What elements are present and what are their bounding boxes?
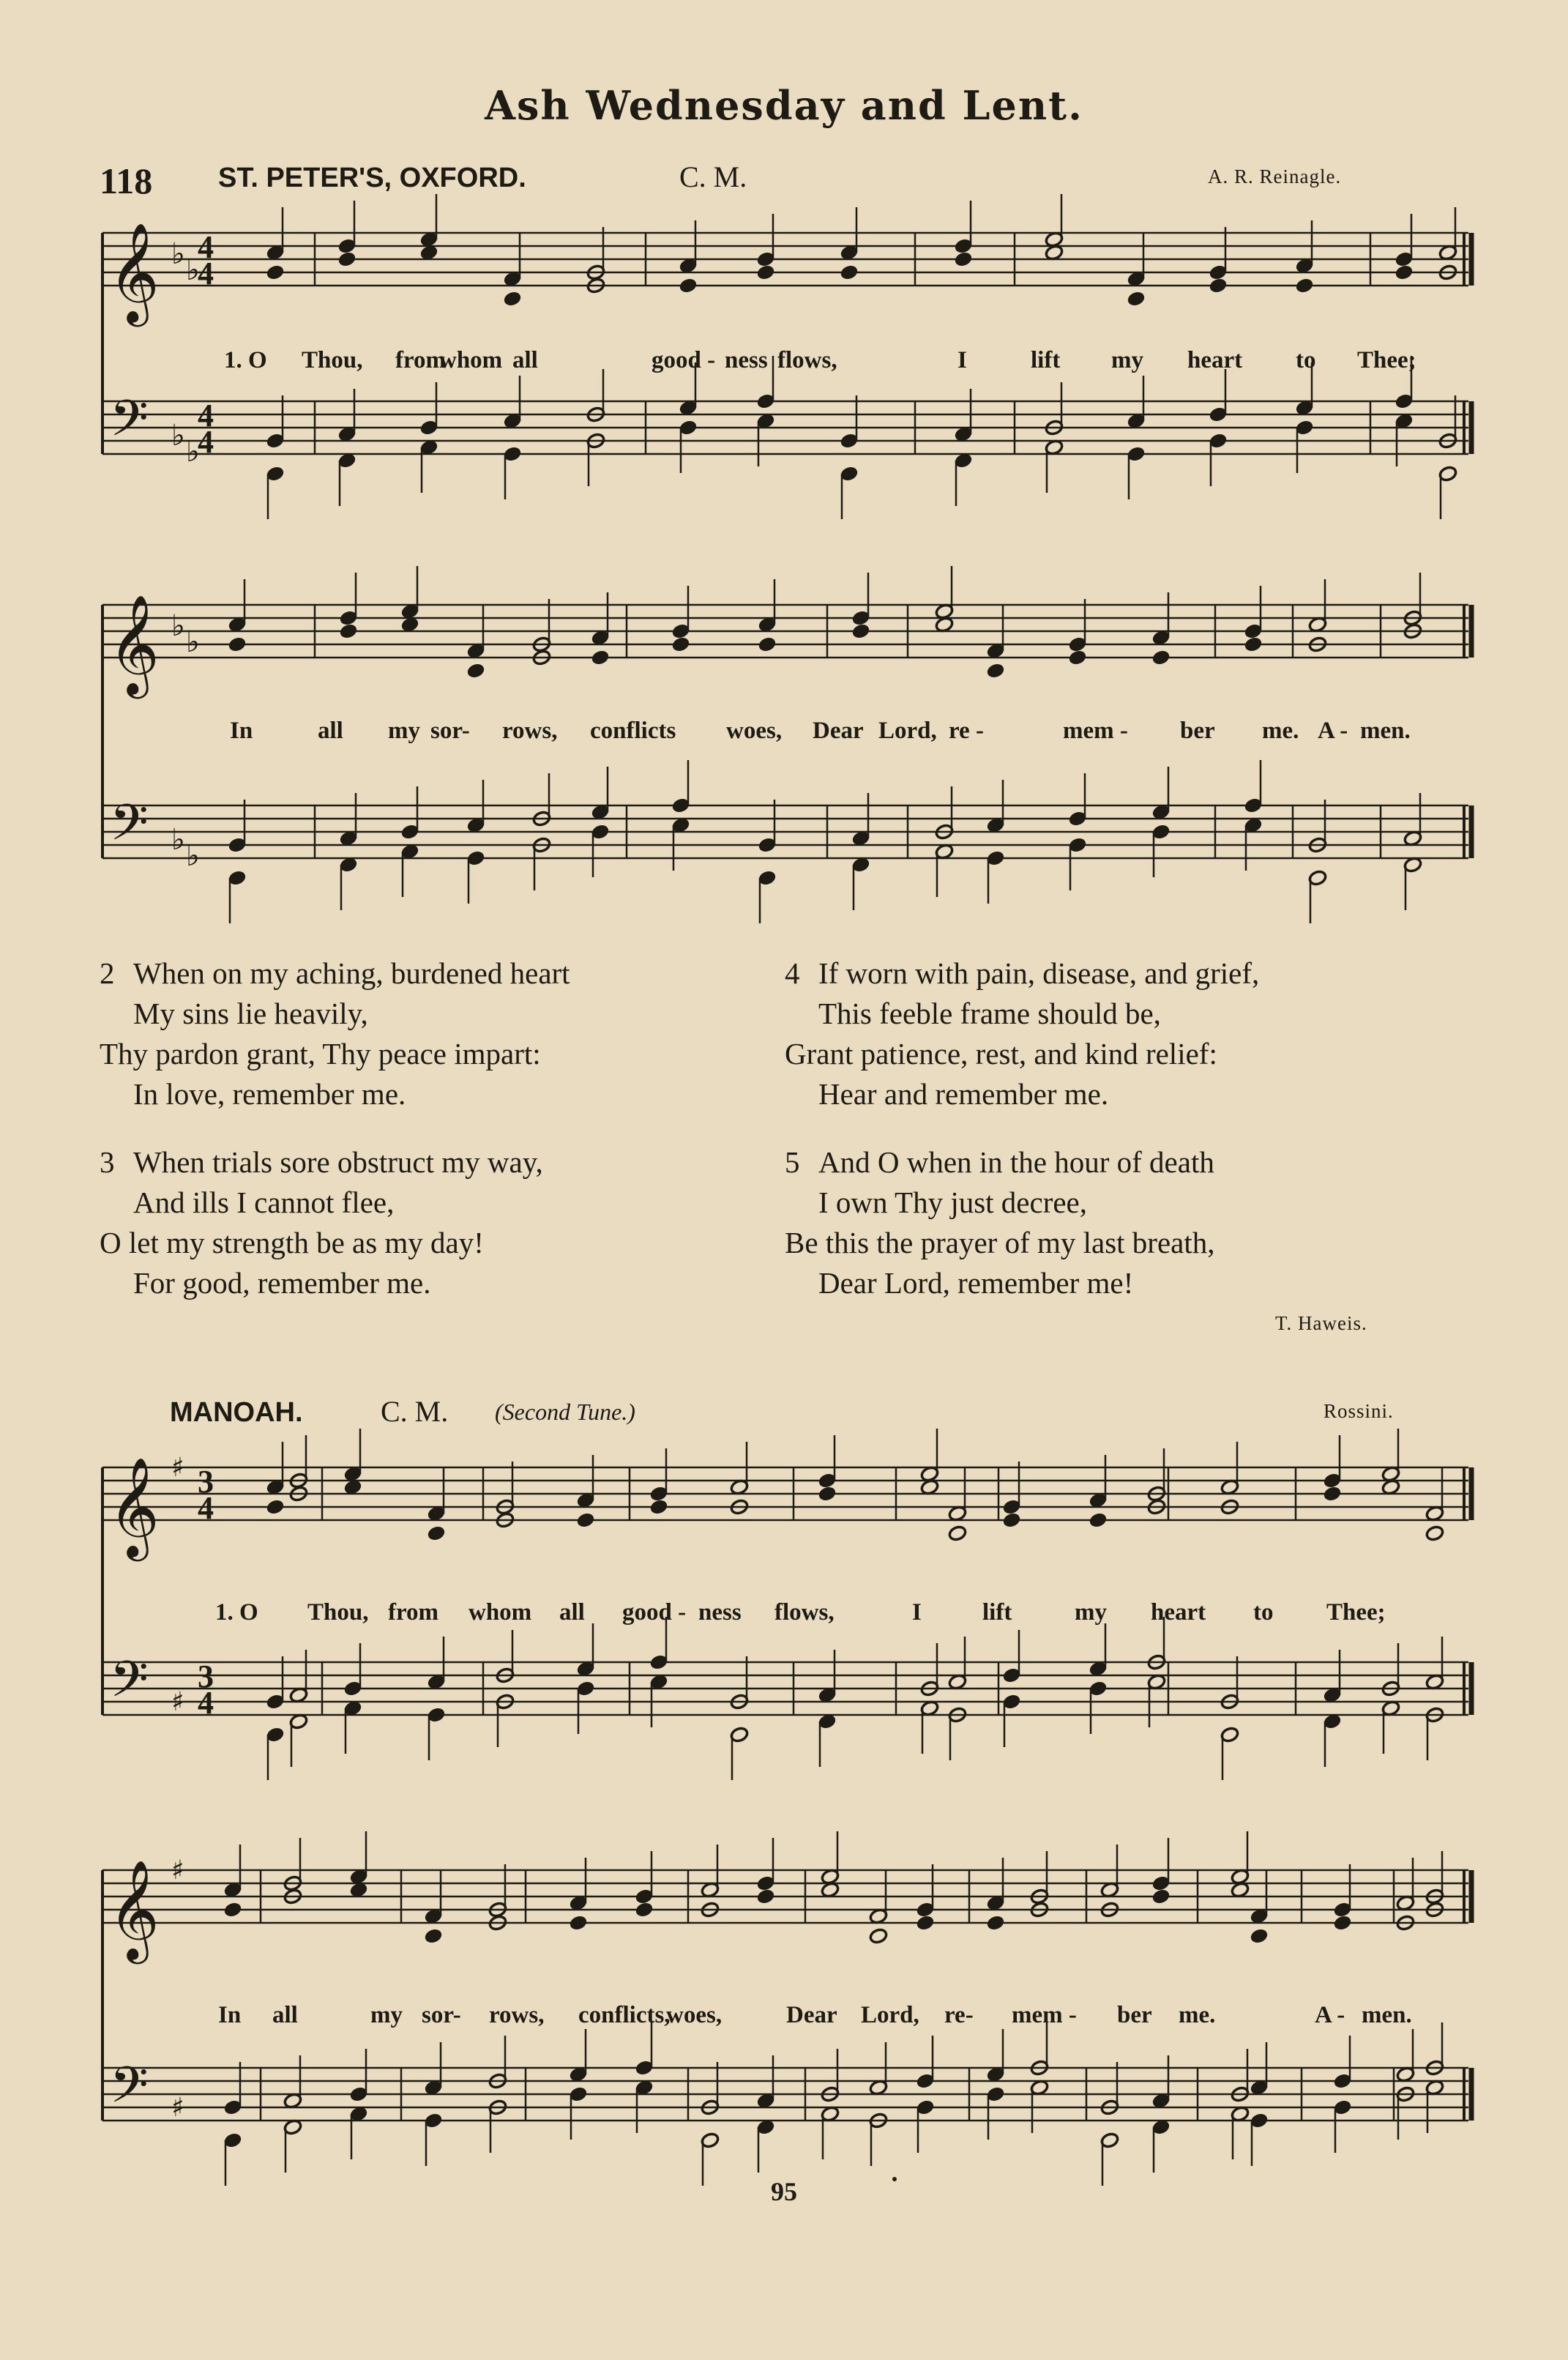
verse-line: My sins lie heavily, — [133, 997, 368, 1030]
lyric-syllable: lift — [1031, 347, 1061, 373]
lyric-syllable: men. — [1362, 2002, 1412, 2028]
flat-icon: ♭ — [171, 237, 185, 271]
quarter-note — [591, 649, 610, 666]
verse-line: When on my aching, burdened heart — [133, 956, 570, 990]
quarter-note — [1244, 636, 1263, 652]
tune2-note: (Second Tune.) — [495, 1399, 635, 1425]
lyric-syllable: Dear — [786, 2002, 837, 2028]
quarter-note — [1089, 1511, 1108, 1528]
lyric-syllable: whom — [468, 1599, 532, 1626]
lyric-syllable: rows, — [489, 2002, 545, 2028]
lyric-syllable: me. — [1262, 718, 1299, 744]
verse-2 — [100, 953, 570, 1114]
verse-line: When trials sore obstruct my way, — [133, 1145, 543, 1179]
verse-line: Dear Lord, remember me! — [818, 1266, 1134, 1300]
flat-icon: ♭ — [171, 609, 185, 643]
sharp-icon: ♯ — [171, 1453, 184, 1483]
lyric-syllable: men. — [1360, 718, 1411, 744]
lyric-syllable: flows, — [774, 1599, 835, 1626]
quarter-note — [1250, 1927, 1269, 1944]
lyric-syllable: 1. O — [224, 347, 267, 373]
quarter-note — [1068, 649, 1087, 666]
lyric-syllable: all — [318, 718, 343, 744]
lyric-syllable: conflicts — [590, 718, 676, 744]
verse-line: In love, remember me. — [133, 1077, 406, 1111]
lyric-syllable: ber — [1180, 718, 1215, 744]
verse-number: 3 — [100, 1145, 115, 1179]
verse-line: If worn with pain, disease, and grief, — [818, 956, 1260, 990]
time-signature: 4 — [198, 1490, 214, 1526]
verse-number: 5 — [785, 1145, 800, 1179]
lyric-syllable: I — [957, 347, 967, 373]
verse-line: This feeble frame should be, — [818, 997, 1161, 1030]
verse-number: 2 — [100, 956, 115, 990]
lyric-syllable: heart — [1187, 347, 1243, 373]
lyric-syllable: A - — [1315, 2002, 1345, 2028]
quarter-note — [223, 1901, 242, 1918]
quarter-note — [649, 1498, 668, 1515]
lyric-syllable: ber — [1117, 2002, 1152, 2028]
lyric-syllable: mem - — [1063, 718, 1128, 744]
half-note — [869, 1927, 888, 1944]
quarter-note — [266, 264, 285, 280]
lyric-syllable: sor- — [422, 2002, 461, 2028]
quarter-note — [424, 1927, 443, 1944]
lyric-syllable: to — [1296, 347, 1316, 373]
lyric-syllable: A - — [1318, 718, 1348, 744]
quarter-note — [1209, 277, 1228, 294]
treble-clef-icon: 𝄞 — [108, 1456, 160, 1557]
verse-line: Thy pardon grant, Thy peace impart: — [100, 1037, 541, 1071]
bass-clef-icon: 𝄢 — [110, 390, 149, 460]
lyric-syllable: mem - — [1012, 2002, 1077, 2028]
quarter-note — [339, 622, 358, 639]
quarter-note — [1295, 277, 1314, 294]
time-signature: 3 — [198, 1659, 214, 1694]
lyric-syllable: Dear — [813, 718, 864, 744]
quarter-note — [228, 636, 247, 652]
tune1-name: ST. PETER'S, OXFORD. — [218, 163, 526, 193]
time-signature: 4 — [198, 1685, 214, 1721]
quarter-note — [1151, 649, 1171, 666]
quarter-note — [758, 636, 777, 652]
verse-line: Hear and remember me. — [818, 1077, 1109, 1111]
lyric-syllable: me. — [1179, 2002, 1216, 2028]
quarter-note — [671, 636, 690, 652]
lyric-syllable: woes, — [666, 2002, 723, 2028]
quarter-note — [266, 1498, 285, 1515]
lyric-syllable: Lord, — [861, 2002, 919, 2028]
verse-line: Grant patience, rest, and kind relief: — [785, 1037, 1217, 1071]
bass-clef-icon: 𝄢 — [110, 1651, 149, 1721]
tune2-name: MANOAH. — [170, 1397, 303, 1428]
time-signature: 3 — [198, 1464, 214, 1500]
quarter-note — [851, 622, 870, 639]
verse-line: Be this the prayer of my last breath, — [785, 1226, 1215, 1259]
lyric-syllable: my — [1111, 347, 1143, 373]
lyric-syllable: all — [512, 347, 538, 373]
time-signature: 4 — [198, 398, 214, 433]
lyric-syllable: my — [1075, 1599, 1107, 1626]
lyric-syllable: flows, — [777, 347, 837, 373]
quarter-note — [954, 250, 973, 267]
treble-clef-icon: 𝄞 — [108, 221, 160, 322]
quarter-note — [1395, 264, 1414, 280]
lyric-syllable: In — [230, 718, 253, 744]
bass-clef-icon: 𝄢 — [110, 2057, 149, 2126]
lyric-syllable: good - — [622, 1599, 687, 1626]
section-title: Ash Wednesday and Lent. — [485, 82, 1083, 129]
time-signature: 4 — [198, 256, 214, 291]
tune2-meter: C. M. — [381, 1395, 449, 1428]
quarter-note — [986, 662, 1005, 679]
lyric-syllable: from — [388, 1599, 439, 1626]
half-note — [1425, 1525, 1444, 1541]
verse-line: O let my strength be as my day! — [100, 1226, 484, 1259]
quarter-note — [1323, 1485, 1342, 1502]
lyric-syllable: ness — [725, 347, 768, 373]
verse-4 — [785, 953, 1259, 1114]
verse-number: 4 — [785, 956, 800, 990]
lyric-syllable: all — [272, 2002, 298, 2028]
lyric-syllable: In — [218, 2002, 242, 2028]
quarter-note — [986, 1914, 1005, 1931]
lyric-syllable: 1. O — [215, 1599, 258, 1626]
verse-3 — [100, 1142, 543, 1303]
quarter-note — [503, 290, 522, 307]
lyric-syllable: Thee; — [1326, 1599, 1386, 1626]
quarter-note — [679, 277, 698, 294]
lyric-syllable: ness — [698, 1599, 742, 1626]
flat-icon: ♭ — [171, 823, 185, 857]
flat-icon: ♭ — [186, 625, 200, 659]
lyric-syllable: from — [395, 347, 447, 373]
lyric-syllable: Thou, — [302, 347, 363, 373]
lyric-syllable: my — [388, 718, 420, 744]
lyric-syllable: Thee; — [1357, 347, 1416, 373]
lyric-syllable: all — [559, 1599, 585, 1626]
hymn-author: T. Haweis. — [1275, 1312, 1367, 1334]
quarter-note — [466, 662, 485, 679]
quarter-note — [818, 1485, 837, 1502]
flat-icon: ♭ — [186, 435, 200, 469]
quarter-note — [569, 1914, 588, 1931]
sharp-icon: ♯ — [171, 1855, 184, 1886]
lyric-syllable: re - — [949, 718, 984, 744]
quarter-note — [1151, 1888, 1171, 1905]
lyric-syllable: sor- — [430, 718, 470, 744]
quarter-note — [1127, 290, 1146, 307]
treble-clef-icon: 𝄞 — [108, 593, 160, 694]
quarter-note — [916, 1914, 935, 1931]
time-signature: 4 — [198, 424, 214, 460]
time-signature: 4 — [198, 229, 214, 265]
lyric-syllable: Lord, — [878, 718, 937, 744]
lyric-syllable: conflicts, — [578, 2002, 671, 2028]
sharp-icon: ♯ — [171, 1687, 184, 1717]
quarter-note — [337, 250, 356, 267]
verse-line: I own Thy just decree, — [818, 1185, 1087, 1219]
page-number: 95 — [771, 2177, 797, 2206]
quarter-note — [756, 1888, 775, 1905]
flat-icon: ♭ — [186, 253, 200, 287]
hymn-number: 118 — [100, 160, 153, 201]
quarter-note — [756, 264, 775, 280]
lyric-syllable: to — [1253, 1599, 1274, 1626]
quarter-note — [576, 1511, 595, 1528]
flat-icon: ♭ — [171, 419, 185, 453]
lyric-syllable: rows, — [502, 718, 558, 744]
lyric-syllable: lift — [982, 1599, 1012, 1626]
lyric-syllable: good - — [652, 347, 716, 373]
tune2-composer: Rossini. — [1324, 1400, 1394, 1422]
quarter-note — [1333, 1914, 1352, 1931]
verse-line: And ills I cannot flee, — [133, 1185, 395, 1219]
lyric-syllable: re- — [944, 2002, 974, 2028]
treble-clef-icon: 𝄞 — [108, 1858, 160, 1959]
tune1-composer: A. R. Reinagle. — [1208, 165, 1342, 187]
lyric-syllable: woes, — [726, 718, 783, 744]
flat-icon: ♭ — [186, 839, 200, 873]
lyric-syllable: whom — [439, 347, 503, 373]
verse-line: And O when in the hour of death — [818, 1145, 1214, 1179]
verse-5 — [785, 1142, 1215, 1303]
quarter-note — [427, 1525, 446, 1541]
quarter-note — [635, 1901, 654, 1918]
tune1-meter: C. M. — [679, 160, 747, 193]
lyric-syllable: Thou, — [307, 1599, 369, 1626]
sharp-icon: ♯ — [171, 2093, 184, 2123]
lyric-syllable: heart — [1151, 1599, 1206, 1626]
lyric-syllable: I — [912, 1599, 922, 1626]
bass-clef-icon: 𝄢 — [110, 794, 149, 864]
half-note — [948, 1525, 967, 1541]
quarter-note — [1002, 1511, 1021, 1528]
lyric-syllable: my — [370, 2002, 403, 2028]
quarter-note — [840, 264, 859, 280]
verse-line: For good, remember me. — [133, 1266, 431, 1300]
